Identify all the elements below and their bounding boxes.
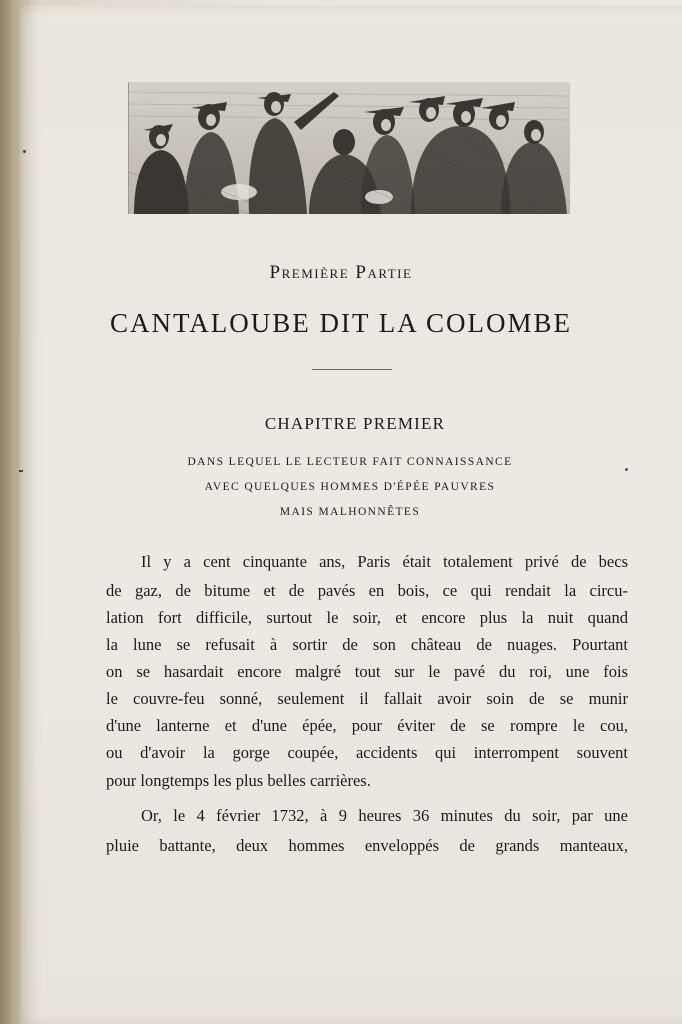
body-text-line: lation fort difficile, surtout le soir, et encore plus la nuit quand — [106, 608, 628, 627]
part-title: Première Partie — [269, 262, 413, 283]
body-text-line: Il y a cent cinquante ans, Paris était totalement privé de becs — [141, 552, 628, 571]
body-text-line: de gaz, de bitume et de pavés en bois, ce qui rendait la circu- — [106, 581, 628, 600]
body-text-line: d'une lanterne et d'une épée, pour éviter de se rompre le cou, — [106, 716, 628, 735]
body-text-line: la lune se refusait à sortir de son château de nuages. Pourtant — [106, 635, 628, 654]
book-title: CANTALOUBE DIT LA COLOMBE — [109, 308, 573, 338]
chapter-subtitle-line: AVEC QUELQUES HOMMES D'ÉPÉE PAUVRES — [204, 481, 496, 493]
chapter-subtitle-line: MAIS MALHONNÊTES — [279, 506, 421, 518]
chapter-subtitle-line: DANS LEQUEL LE LECTEUR FAIT CONNAISSANCE — [187, 456, 513, 468]
body-text-line: ou d'avoir la gorge coupée, accidents qui interrompent souvent — [106, 743, 628, 762]
binding-mark — [19, 470, 23, 472]
ink-speck — [625, 468, 628, 471]
body-text-line: on se hasardait encore malgré tout sur le pavé du roi, une fois — [106, 662, 628, 681]
body-text-line: pluie battante, deux hommes enveloppés de grands manteaux, — [106, 836, 628, 855]
body-text-line: Or, le 4 février 1732, à 9 heures 36 minutes du soir, par une — [141, 806, 628, 825]
engraving-group-of-men-icon — [128, 82, 570, 214]
divider — [312, 369, 392, 370]
chapter-title: CHAPITRE PREMIER — [264, 414, 446, 433]
binding-mark — [23, 150, 26, 153]
body-text-line: le couvre-feu sonné, seulement il fallait avoir soin de se munir — [106, 689, 628, 708]
body-text-line: pour longtemps les plus belles carrières. — [106, 771, 371, 790]
